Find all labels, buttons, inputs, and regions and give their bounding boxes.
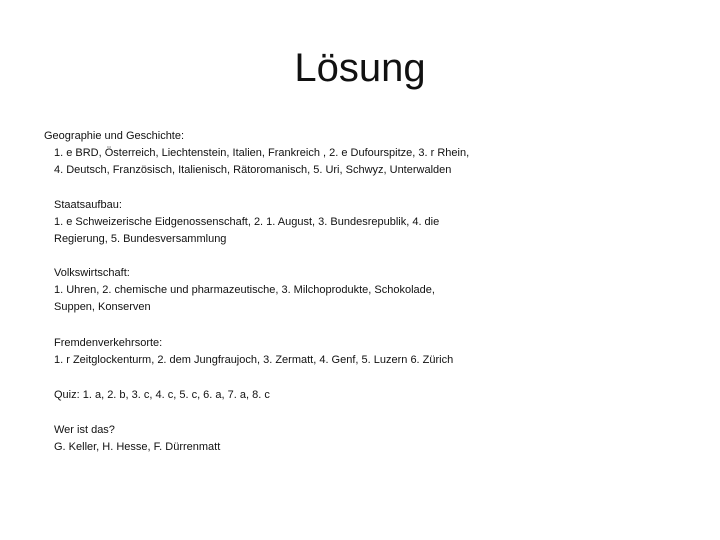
section-who-is-it <box>54 422 220 456</box>
section-heading: Fremdenverkehrsorte: <box>54 337 163 349</box>
section-line: 4. Deutsch, Französisch, Italienisch, Rätoromanisch, 5. Uri, Schwyz, Unterwalden <box>54 164 452 176</box>
slide-title-text: Lösung <box>294 46 426 90</box>
section-tourism <box>54 335 453 369</box>
section-quiz <box>54 387 270 404</box>
section-geography-history <box>44 128 469 179</box>
section-line: G. Keller, H. Hesse, F. Dürrenmatt <box>54 441 221 453</box>
quiz-answers: Quiz: 1. a, 2. b, 3. c, 4. c, 5. c, 6. a, 7. a, 8. c <box>54 389 270 401</box>
section-heading: Volkswirtschaft: <box>54 267 130 279</box>
section-line: 1. Uhren, 2. chemische und pharmazeutische, 3. Milchoprodukte, Schokolade, <box>54 284 435 296</box>
section-line: 1. r Zeitglockenturm, 2. dem Jungfraujoch, 3. Zermatt, 4. Genf, 5. Luzern 6. Zürich <box>54 354 454 366</box>
section-heading: Geographie und Geschichte: <box>44 130 185 142</box>
slide-title <box>0 40 720 96</box>
section-line: 1. e Schweizerische Eidgenossenschaft, 2. 1. August, 3. Bundesrepublik, 4. die <box>54 216 440 228</box>
section-line: 1. e BRD, Österreich, Liechtenstein, Italien, Frankreich , 2. e Dufourspitze, 3. r Rhein, <box>54 147 470 159</box>
section-line: Suppen, Konserven <box>54 301 151 313</box>
section-line: Regierung, 5. Bundesversammlung <box>54 233 227 245</box>
section-heading: Wer ist das? <box>54 424 115 436</box>
section-government <box>54 197 439 248</box>
section-heading: Staatsaufbau: <box>54 199 122 211</box>
section-economy <box>54 265 435 316</box>
